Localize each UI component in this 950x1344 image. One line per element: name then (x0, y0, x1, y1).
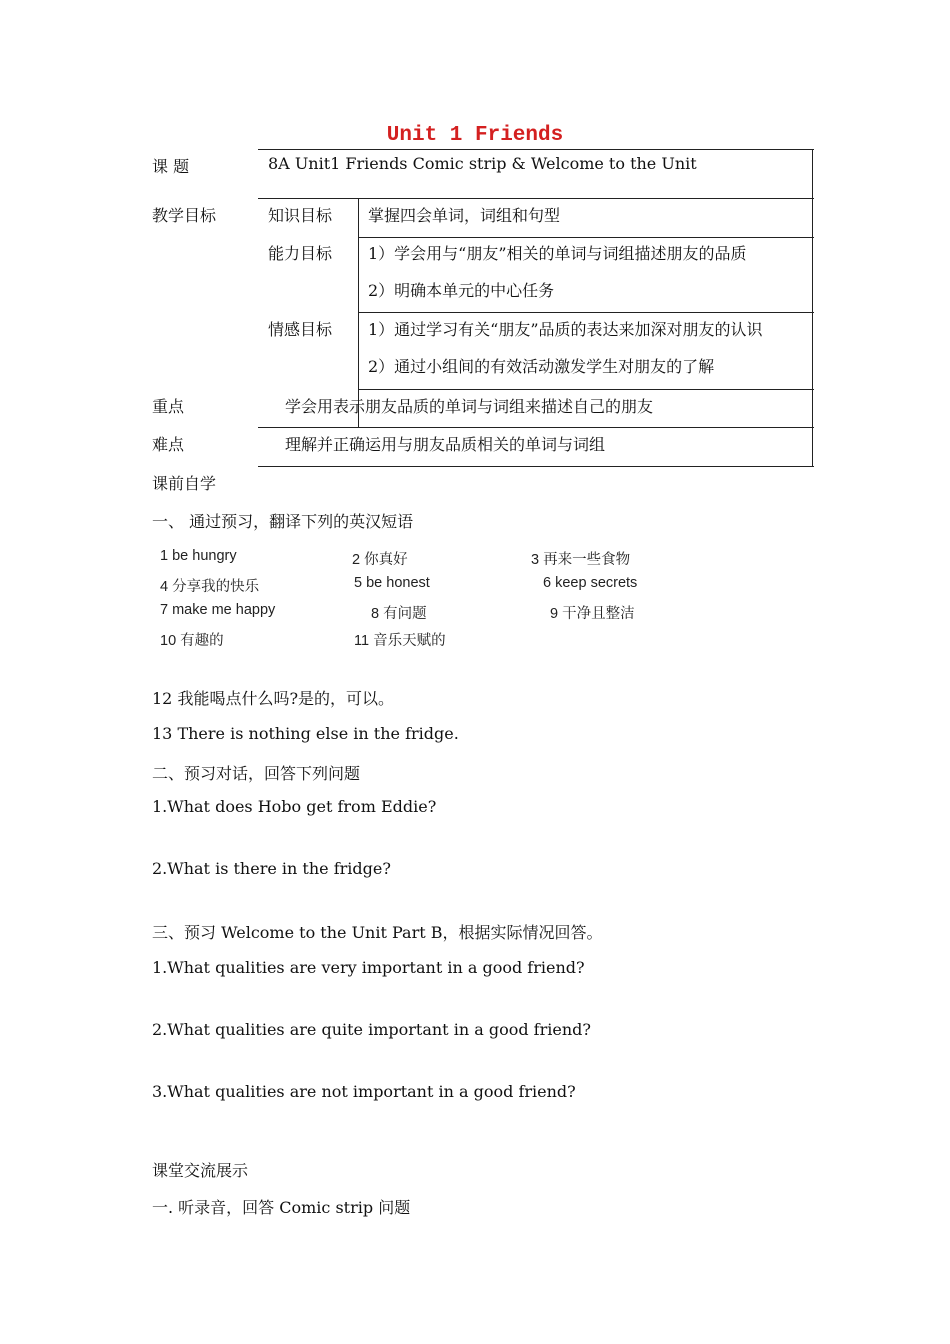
emotion-item: 1）通过学习有关“朋友”品质的表达来加深对朋友的认识 (368, 320, 763, 339)
classroom-heading: 课堂交流展示 (152, 1161, 249, 1180)
preview-heading: 课前自学 (152, 474, 217, 493)
topic-value: 8A Unit1 Friends Comic strip & Welcome to the Unit (268, 154, 697, 173)
table-line (358, 198, 359, 427)
ability-item: 2）明确本单元的中心任务 (368, 281, 555, 300)
phrase-item: 11 音乐天赋的 (354, 633, 446, 649)
table-line (258, 466, 814, 467)
phrase-item: 6 keep secrets (543, 575, 638, 591)
question-item: 2.What qualities are quite important in a good friend? (152, 1020, 591, 1039)
phrase-item: 8 有问题 (371, 606, 427, 622)
table-line (359, 237, 814, 238)
phrase-item: 4 分享我的快乐 (160, 579, 260, 595)
key-value: 学会用表示朋友品质的单词与词组来描述自己的朋友 (285, 397, 654, 416)
phrase-item: 3 再来一些食物 (531, 552, 631, 568)
question-item: 3.What qualities are not important in a good friend? (152, 1082, 576, 1101)
section-heading: 二、预习对话，回答下列问题 (152, 764, 361, 783)
phrase-item: 5 be honest (354, 575, 430, 591)
question-item: 2.What is there in the fridge? (152, 859, 391, 878)
question-item: 1.What does Hobo get from Eddie? (152, 797, 437, 816)
table-line (812, 149, 813, 467)
knowledge-label: 知识目标 (268, 206, 333, 225)
goals-label: 教学目标 (152, 206, 217, 225)
section-heading: 一、 通过预习，翻译下列的英汉短语 (152, 512, 414, 531)
table-line (359, 312, 814, 313)
phrase-item: 10 有趣的 (160, 633, 224, 649)
emotion-item: 2）通过小组间的有效活动激发学生对朋友的了解 (368, 357, 715, 376)
section-heading: 一. 听录音，回答 Comic strip 问题 (152, 1198, 411, 1217)
phrase-item: 1 be hungry (160, 548, 237, 564)
question-item: 1.What qualities are very important in a good friend? (152, 958, 585, 977)
emotion-label: 情感目标 (268, 320, 333, 339)
knowledge-value: 掌握四会单词，词组和句型 (368, 206, 561, 225)
difficult-value: 理解并正确运用与朋友品质相关的单词与词组 (285, 435, 606, 454)
exercise-item: 12 我能喝点什么吗?是的，可以。 (152, 689, 395, 708)
ability-label: 能力目标 (268, 244, 333, 263)
table-line (258, 149, 814, 150)
table-line (359, 389, 814, 390)
topic-label: 课 题 (152, 157, 190, 176)
phrase-item: 2 你真好 (352, 552, 408, 568)
difficult-label: 难点 (152, 435, 185, 454)
key-label: 重点 (152, 397, 185, 416)
phrase-item: 7 make me happy (160, 602, 276, 618)
table-line (258, 427, 814, 428)
phrase-item: 9 干净且整洁 (550, 606, 635, 622)
ability-item: 1）学会用与“朋友”相关的单词与词组描述朋友的品质 (368, 244, 747, 263)
exercise-item: 13 There is nothing else in the fridge. (152, 724, 459, 743)
table-line (258, 198, 814, 199)
page-title: Unit 1 Friends (386, 124, 564, 147)
section-heading: 三、预习 Welcome to the Unit Part B，根据实际情况回答。 (152, 923, 603, 942)
